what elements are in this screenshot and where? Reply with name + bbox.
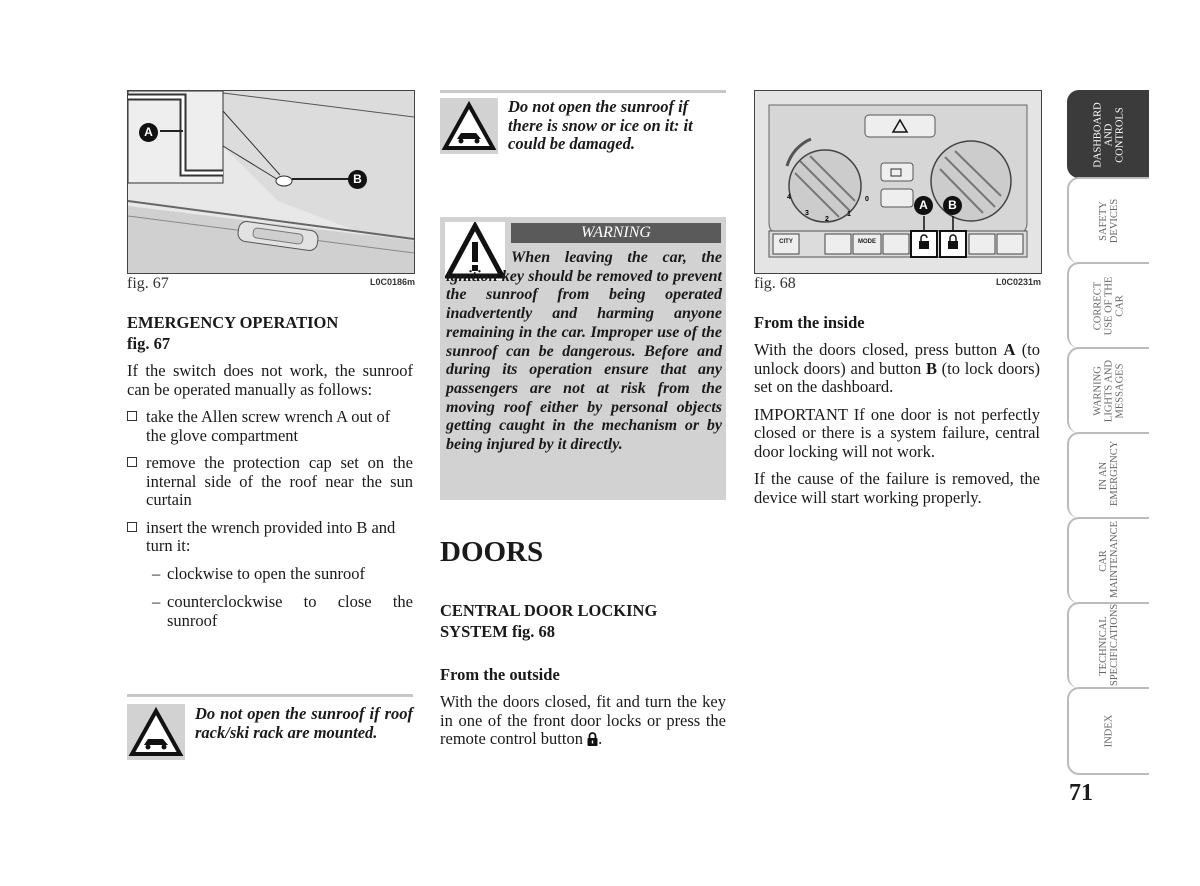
label-b-circle: B bbox=[348, 170, 367, 189]
inside-paragraph: With the doors closed, press button A (to unlock doors) and button B (to lock doors) set on the dashboard. bbox=[754, 340, 1041, 396]
tab-safety-devices[interactable]: SAFETY DEVICES bbox=[1067, 177, 1149, 263]
bullet-item bbox=[127, 408, 413, 445]
label-b-circle: B bbox=[943, 196, 962, 215]
button-city-label: CITY bbox=[779, 239, 793, 245]
label-a-circle: A bbox=[139, 123, 158, 142]
caution-top-rule bbox=[127, 694, 413, 697]
tab-in-an-emergency[interactable]: IN AN EMERGENCY bbox=[1067, 432, 1149, 518]
svg-text:0: 0 bbox=[865, 196, 869, 203]
emergency-heading-fig: fig. 67 bbox=[127, 334, 171, 353]
warning-box bbox=[440, 217, 726, 500]
warning-text: When leaving the car, the ignition key should be removed to prevent the sunroof from being operated inadvertently and harming anyone remaining in the car. Improper use of the sunroof can be dangerous. Before and during its operation ensure that any passengers are not at risk from the moving roof either by personal objects getting caught in the mechanism or by being injured by it directly. bbox=[446, 249, 722, 454]
outside-paragraph: With the doors closed, fit and turn the key in one of the front door locks or press the remote control button . bbox=[440, 693, 726, 751]
tab-dashboard-and-controls[interactable]: DASHBOARD AND CONTROLS bbox=[1067, 90, 1149, 178]
tab-warning-lights-and-messages[interactable]: WARNING LIGHTS AND MESSAGES bbox=[1067, 347, 1149, 433]
dash-item: – clockwise to open the sunroof bbox=[152, 563, 365, 583]
figure-caption: fig. 68 bbox=[754, 275, 796, 292]
caution-icon-box bbox=[440, 98, 498, 154]
central-locking-heading-fig: SYSTEM fig. 68 bbox=[440, 622, 556, 641]
bullet-item bbox=[127, 519, 413, 556]
bullet-text: take the Allen screw wrench A out of the glove compartment bbox=[146, 407, 391, 445]
tab-index[interactable]: INDEX bbox=[1067, 687, 1149, 775]
dashboard-controls-diagram bbox=[755, 91, 1041, 273]
svg-text:3: 3 bbox=[805, 210, 809, 217]
caution-text-roof-rack: Do not open the sunroof if roof rack/ski rack are mounted. bbox=[195, 704, 413, 742]
intro-text: If the switch does not work, the sunroof can be operated manually as follows: bbox=[127, 361, 413, 399]
caution-text-snow: Do not open the sunroof if there is snow or ice on it: it could be damaged. bbox=[508, 97, 693, 153]
dash-text: counterclockwise to close the sunroof bbox=[167, 592, 413, 630]
svg-text:1: 1 bbox=[847, 211, 851, 218]
failure-paragraph: If the cause of the failure is removed, the device will start working properly. bbox=[754, 469, 1040, 507]
button-mode-label: MODE bbox=[858, 239, 876, 245]
label-a-circle: A bbox=[914, 196, 933, 215]
figure-code: L0C0231m bbox=[996, 277, 1042, 287]
section-title-doors: DOORS bbox=[440, 536, 544, 568]
figure-caption: fig. 67 bbox=[127, 275, 169, 292]
car-warning-triangle-icon bbox=[440, 98, 498, 154]
bullet-text: insert the wrench provided into B and turn it: bbox=[146, 517, 396, 555]
right-column-text bbox=[754, 312, 1040, 507]
central-locking-heading: CENTRAL DOOR LOCKING bbox=[440, 601, 658, 620]
tab-car-maintenance[interactable]: CAR MAINTENANCE bbox=[1067, 517, 1149, 603]
tab-technical-specifications[interactable]: TECHNICAL SPECIFICATIONS bbox=[1067, 602, 1149, 688]
figure-code: L0C0186m bbox=[370, 277, 416, 287]
dash-text: clockwise to open the sunroof bbox=[167, 563, 365, 583]
svg-text:2: 2 bbox=[825, 216, 829, 223]
left-column-text bbox=[127, 312, 413, 630]
dash-item: – counterclockwise to close the sunroof bbox=[152, 592, 413, 630]
tab-correct-use-of-the-car[interactable]: CORRECT USE OF THE CAR bbox=[1067, 262, 1149, 348]
inside-heading: From the inside bbox=[754, 313, 865, 332]
bullet-item bbox=[127, 454, 413, 510]
checkbox-square-icon bbox=[127, 522, 137, 532]
figure-67 bbox=[127, 90, 415, 274]
caution-icon-box bbox=[127, 704, 185, 760]
page-number: 71 bbox=[1069, 780, 1093, 806]
outside-text: With the doors closed, fit and turn the key in one of the front door locks or press the remote control button bbox=[440, 692, 726, 748]
warning-title: WARNING bbox=[511, 223, 721, 243]
important-paragraph: IMPORTANT If one door is not perfectly closed or there is a system failure, central door locking will not work. bbox=[754, 404, 1040, 461]
svg-text:4: 4 bbox=[787, 194, 791, 201]
car-warning-triangle-icon bbox=[127, 704, 185, 760]
checkbox-square-icon bbox=[127, 411, 137, 421]
sunroof-diagram bbox=[128, 91, 414, 273]
emergency-heading: EMERGENCY OPERATION bbox=[127, 313, 339, 332]
caution-top-rule bbox=[440, 90, 726, 93]
figure-68 bbox=[754, 90, 1042, 274]
checkbox-square-icon bbox=[127, 457, 137, 467]
outside-heading: From the outside bbox=[440, 665, 560, 684]
middle-column-text bbox=[440, 600, 726, 751]
bullet-text: remove the protection cap set on the internal side of the roof near the sun curtain bbox=[146, 453, 413, 509]
padlock-icon bbox=[587, 732, 598, 751]
